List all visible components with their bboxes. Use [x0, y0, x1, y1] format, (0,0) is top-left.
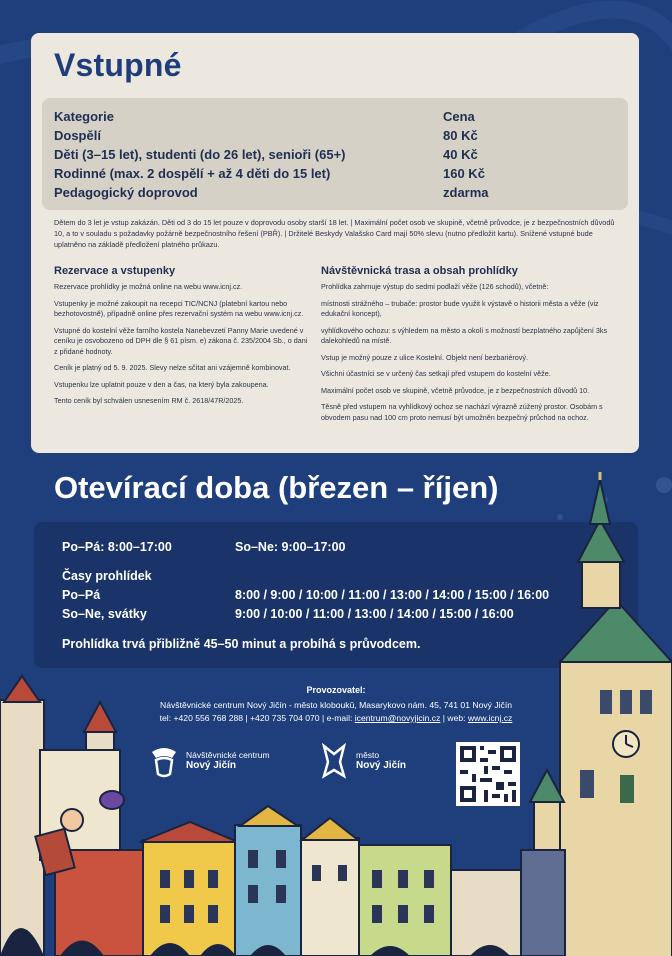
- price-category: Rodinné (max. 2 dospělí + až 4 děti do 15 let): [54, 166, 331, 181]
- price-category: Dospělí: [54, 128, 101, 143]
- web-link[interactable]: www.icnj.cz: [467, 713, 513, 723]
- admission-card: [31, 33, 639, 453]
- admission-title: Vstupné: [54, 47, 182, 83]
- visitor-center-line2: Nový Jičín: [186, 760, 237, 771]
- route-paragraph: Prohlídka zahrnuje výstup do sedmi podlaží věže (126 schodů), včetně:: [321, 282, 549, 291]
- city-emblem-icon: [318, 742, 350, 780]
- tour-weekday-label: Po–Pá: [62, 588, 101, 602]
- weekend-hours: So–Ne: 9:00–17:00: [235, 540, 346, 554]
- operator-label: Provozovatel:: [306, 685, 366, 695]
- contact-text: tel: +420 556 768 288 | +420 735 704 070 | e-mail:: [159, 713, 355, 723]
- weekday-hours: Po–Pá: 8:00–17:00: [62, 540, 172, 554]
- price-value: 160 Kč: [443, 166, 485, 181]
- price-row: [54, 126, 616, 145]
- price-table-header: [54, 107, 616, 126]
- qr-code-icon: [456, 742, 520, 806]
- route-section: [321, 265, 621, 429]
- hours-title: Otevírací doba (březen – říjen): [54, 470, 499, 505]
- route-paragraph: Maximální počet osob ve skupině, včetně průvodce, je z bezpečnostních důvodů 10.: [321, 385, 590, 395]
- visitor-center-line1: Návštěvnické centrum: [186, 750, 270, 760]
- admission-note: Dětem do 3 let je vstup zakázán. Děti od 3 do 15 let pouze v doprovodu osoby starší 18 let. | Maximální počet osob ve skupině, včetně průvodce, je z bezpečnostních důvodů 10, a to v souladu s požadavky požárně bezpečnostního řešení (PBŘ). | Držitelé Beskydy Valašsko Card mají 50% slevu (nutno předložit kartu). Snížené vstupné bude uplatněno na základě předložení platného průkazu.: [54, 218, 615, 249]
- price-category: Děti (3–15 let), studenti (do 26 let), senioři (65+): [54, 147, 346, 162]
- reservations-section: [54, 265, 312, 413]
- tour-duration: Prohlídka trvá přibližně 45–50 minut a probíhá s průvodcem.: [62, 637, 421, 651]
- tour-weekday-times: 8:00 / 9:00 / 10:00 / 11:00 / 13:00 / 14:00 / 15:00 / 16:00: [235, 588, 550, 602]
- price-value: zdarma: [443, 185, 489, 200]
- city-line2: Nový Jičín: [356, 760, 407, 771]
- price-category: Pedagogický doprovod: [54, 185, 198, 200]
- price-row: [54, 145, 616, 164]
- web-prefix: | web:: [440, 713, 468, 723]
- price-value: 80 Kč: [443, 128, 478, 143]
- price-row: [54, 164, 616, 183]
- price-value: 40 Kč: [443, 147, 478, 162]
- visitor-center-emblem-icon: [148, 744, 180, 778]
- qr-code[interactable]: [456, 742, 520, 806]
- visitor-center-logo: [148, 744, 270, 778]
- route-paragraph: Vstup je možný pouze z ulice Kostelní. Objekt není bezbariérový.: [321, 352, 528, 362]
- operator-address: Návštěvnické centrum Nový Jičín - město kloboukû, Masarykovo nám. 45, 741 01 Nový Jičín: [159, 700, 512, 710]
- route-paragraph: místnosti strážného – trubače: prostor bude využit k výstavě o historii města a věže (viz edukační koncept),: [321, 298, 599, 318]
- price-table: [42, 98, 628, 210]
- city-logo: [318, 742, 406, 780]
- reservations-paragraph: Vstupenky je možné zakoupit na recepci TIC/NCNJ (platební kartou nebo bezhotovostně), případně online přes rezervační systém na webu www.icnj.cz.: [54, 298, 304, 318]
- tour-weekend-times: 9:00 / 10:00 / 11:00 / 13:00 / 14:00 / 15:00 / 16:00: [235, 607, 514, 621]
- tour-weekend-label: So–Ne, svátky: [62, 607, 147, 621]
- city-line1: město: [356, 750, 380, 760]
- reservations-paragraph: Vstupenku lze uplatnit pouze v den a čas, na který byla zakoupena.: [54, 379, 269, 389]
- reservations-paragraph: Tento ceník byl schválen usnesením RM č. 2618/47R/2025.: [54, 396, 244, 405]
- route-paragraph: Těsně před vstupem na vyhlídkový ochoz se nachází výrazně zúžený prostor. Osobám s obvodem pasu nad 100 cm proto nemusí být umožněn bezpečný průchod na ochoz.: [321, 402, 603, 422]
- header-price: Cena: [443, 109, 475, 124]
- reservations-paragraph: Ceník je platný od 5. 9. 2025. Slevy nelze sčítat ani vzájemně kombinovat.: [54, 363, 291, 372]
- route-paragraph: vyhlídkového ochozu: s výhledem na město a okolí s možností bezplatného zapůjčení 3ks dalekohledů na místě.: [321, 325, 608, 345]
- tour-times-label: Časy prohlídek: [62, 569, 152, 583]
- price-row: [54, 183, 616, 202]
- header-category: Kategorie: [54, 109, 114, 124]
- reservations-title: Rezervace a vstupenky: [54, 265, 176, 277]
- route-title: Návštěvnická trasa a obsah prohlídky: [321, 265, 518, 277]
- route-paragraph: Všichni účastníci se v určený čas setkají před vstupem do kostelní věže.: [321, 369, 551, 378]
- operator-contact: [0, 713, 672, 723]
- email-link[interactable]: icentrum@novyjicin.cz: [354, 713, 441, 723]
- reservations-paragraph: Vstupné do kostelní věže farního kostela Nanebevzetí Panny Marie uvedené v ceníku je osvobozeno od DPH dle § 61 písm. e) zákona č. 235/2004 Sb., o dani z přidané hodnoty.: [54, 325, 308, 356]
- reservations-paragraph: Rezervace prohlídky je možná online na webu www.icnj.cz.: [54, 282, 243, 291]
